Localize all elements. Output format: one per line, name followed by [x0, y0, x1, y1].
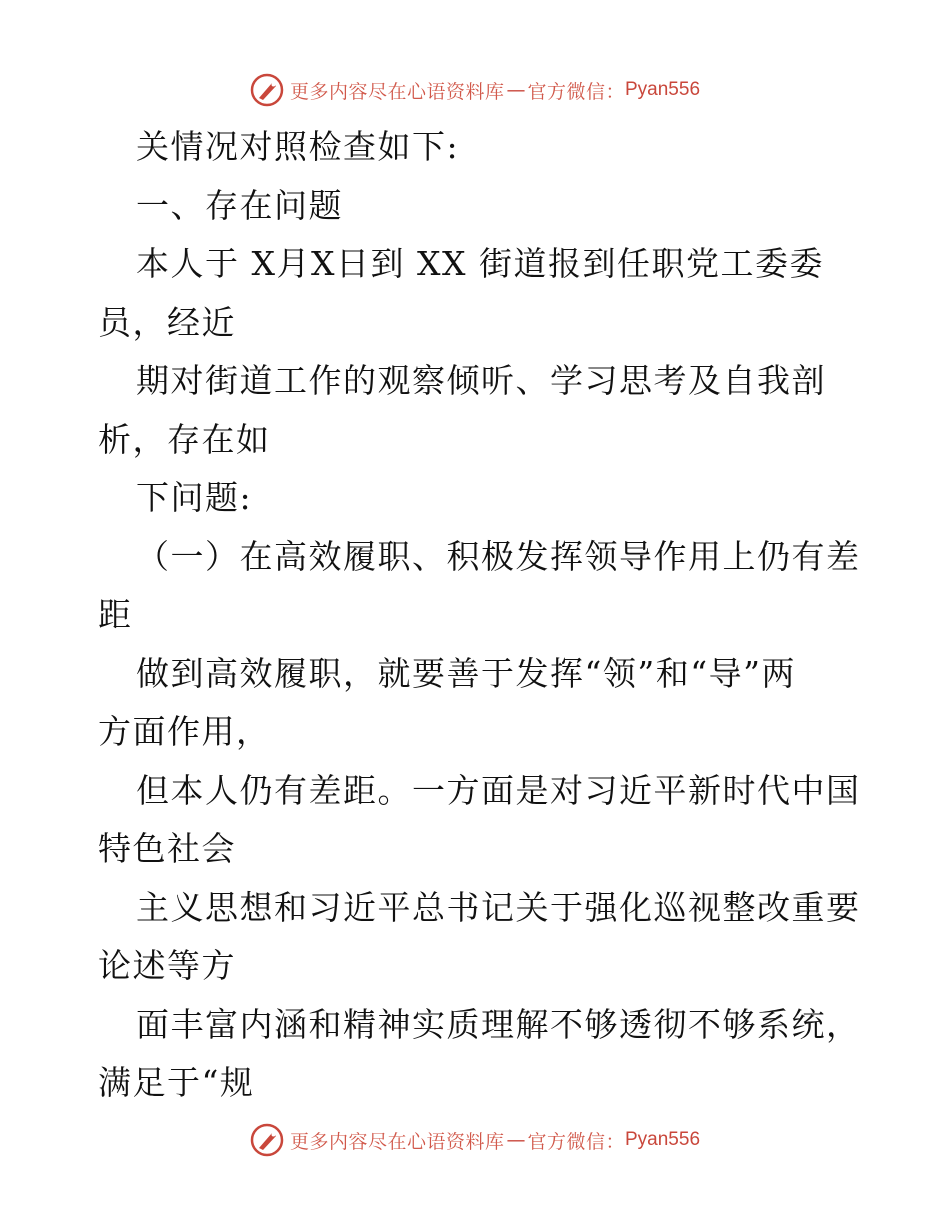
watermark-wechat-label: 官方微信： — [527, 80, 625, 103]
doc-line: 距 — [98, 595, 133, 634]
doc-line: 面丰富内涵和精神实质理解不够透彻不够系统， — [136, 1004, 861, 1044]
document-body — [98, 118, 861, 1113]
header-watermark — [0, 70, 950, 110]
doc-line: 期对街道工作的观察倾听、学习思考及自我剖 — [136, 361, 826, 400]
pen-nib-logo-icon — [250, 1123, 284, 1157]
subsection-heading: （一）在高效履职、积极发挥领导作用上仍有差 — [136, 536, 861, 576]
section-heading: 一、存在问题 — [136, 185, 343, 225]
doc-line: 析，存在如 — [98, 419, 271, 459]
watermark-wechat-label: 官方微信： — [527, 1130, 625, 1153]
doc-line: 关情况对照检查如下: — [136, 127, 460, 166]
doc-line: 员，经近 — [98, 302, 236, 342]
watermark-wechat-id: Pyan556 — [625, 79, 701, 100]
watermark-wechat-id: Pyan556 — [625, 1129, 701, 1150]
watermark-separator: — — [506, 1129, 526, 1151]
watermark-site-text: 更多内容尽在心语资料库 — [289, 80, 505, 103]
doc-line: 本人于 X月X日到 XX 街道报到任职党工委委 — [136, 244, 824, 283]
doc-line: 论述等方 — [98, 946, 236, 985]
doc-line: 下问题: — [136, 478, 253, 517]
doc-line: 做到高效履职，就要善于发挥“领”和“导”两 — [136, 653, 796, 693]
pen-nib-logo-icon — [250, 73, 284, 107]
doc-line: 特色社会 — [98, 829, 236, 868]
doc-line: 但本人仍有差距。一方面是对习近平新时代中国 — [136, 770, 861, 810]
doc-line: 主义思想和习近平总书记关于强化巡视整改重要 — [136, 887, 861, 927]
watermark-separator: — — [506, 79, 526, 101]
footer-watermark — [0, 1120, 950, 1160]
doc-line: 方面作用， — [98, 712, 271, 751]
watermark-site-text: 更多内容尽在心语资料库 — [289, 1130, 505, 1153]
doc-line: 满足于“规 — [98, 1063, 255, 1102]
